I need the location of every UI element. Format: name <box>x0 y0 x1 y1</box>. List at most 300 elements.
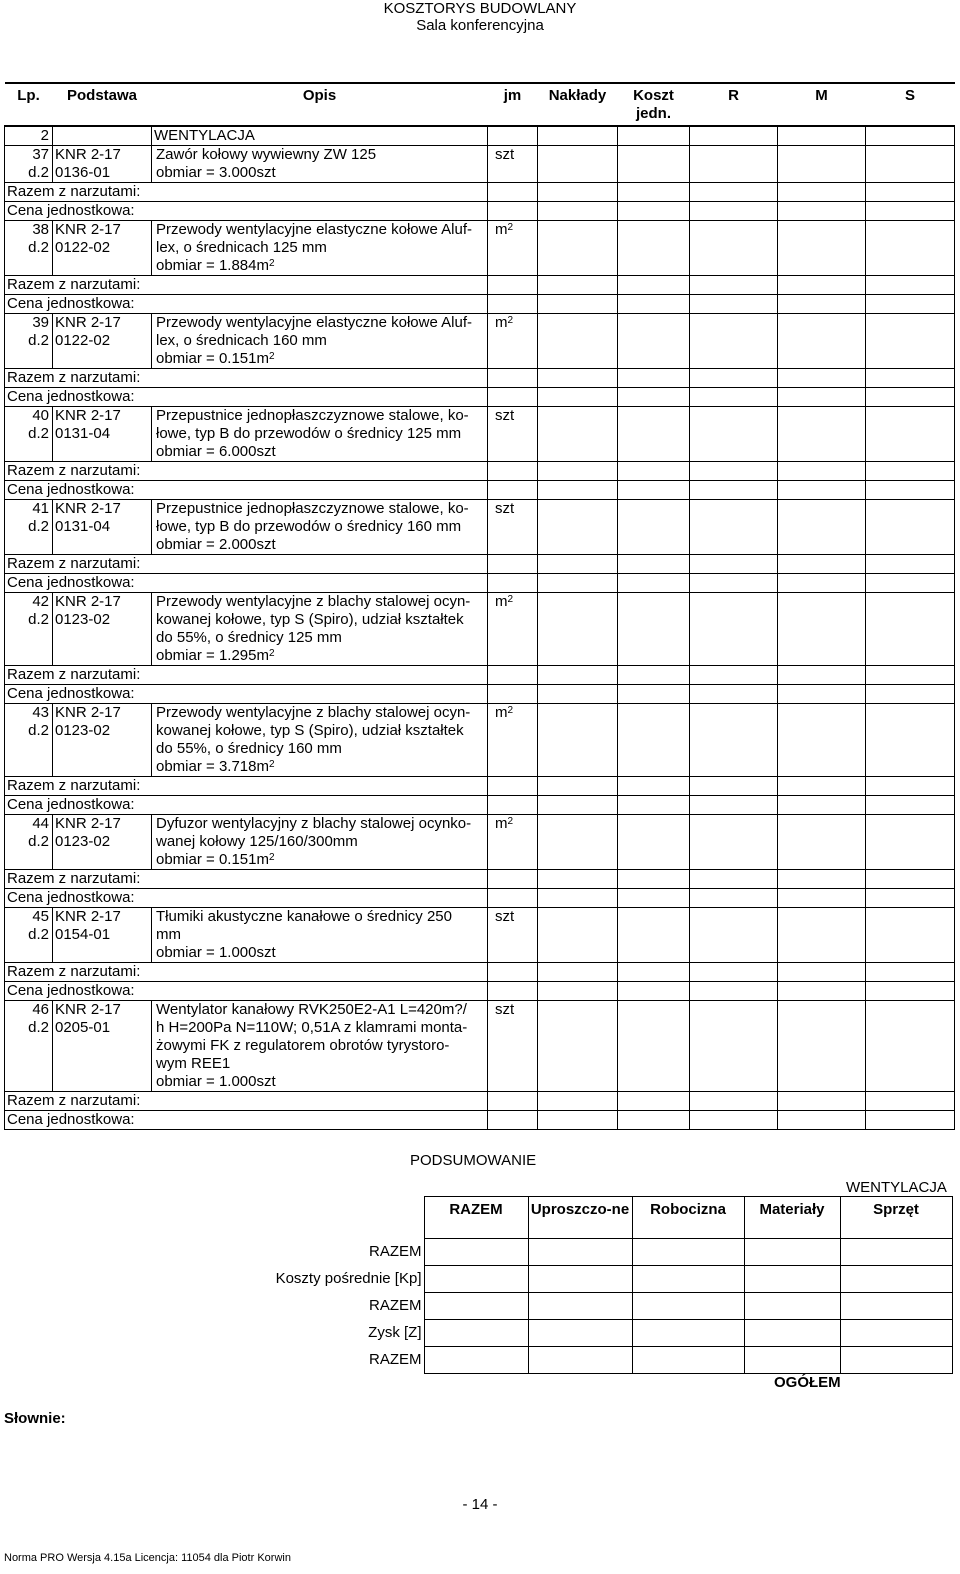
table-cell <box>618 889 690 908</box>
summary-cell <box>632 1347 744 1374</box>
razem-row <box>5 183 955 202</box>
table-cell <box>690 462 778 481</box>
table-cell <box>690 146 778 183</box>
desc-line: Przewody wentylacyjne z blachy stalowej ocyn- <box>156 593 471 610</box>
table-cell <box>778 407 866 462</box>
table-cell <box>618 815 690 870</box>
item-number: 44 d.2 <box>5 815 53 870</box>
table-cell <box>618 183 690 202</box>
col-opis: Opis <box>152 83 488 126</box>
table-cell <box>538 369 618 388</box>
summary-row-label: RAZEM <box>369 1243 422 1260</box>
summary-table <box>266 1196 953 1374</box>
table-cell <box>618 574 690 593</box>
table-cell <box>488 369 538 388</box>
table-cell <box>488 982 538 1001</box>
sum-col-razem: RAZEM <box>424 1197 528 1239</box>
table-cell <box>538 908 618 963</box>
table-cell <box>488 777 538 796</box>
table-cell <box>778 481 866 500</box>
table-cell <box>778 704 866 777</box>
cena-row <box>5 574 955 593</box>
cena-label: Cena jednostkowa: <box>5 481 488 500</box>
table-cell <box>538 704 618 777</box>
table-cell <box>690 889 778 908</box>
summary-row-label: Koszty pośrednie [Kp] <box>275 1270 422 1287</box>
item-base: KNR 2-17 0123-02 <box>53 815 152 870</box>
footer-license: Norma PRO Wersja 4.15a Licencja: 11054 dla Piotr Korwin <box>4 1552 291 1564</box>
table-cell <box>538 889 618 908</box>
table-cell <box>488 1092 538 1111</box>
table-cell <box>488 666 538 685</box>
table-cell <box>690 202 778 221</box>
table-cell <box>618 202 690 221</box>
table-cell <box>618 500 690 555</box>
table-cell <box>538 1001 618 1092</box>
item-unit: $m^2$ <box>488 704 538 777</box>
table-cell <box>538 295 618 314</box>
cena-row <box>5 295 955 314</box>
table-cell <box>778 796 866 815</box>
summary-cell <box>528 1347 632 1374</box>
table-cell <box>618 1111 690 1130</box>
desc-line: Wentylator kanałowy RVK250E2-A1 L=420m?/ <box>156 1001 467 1018</box>
table-cell <box>866 1092 955 1111</box>
table-cell <box>778 870 866 889</box>
table-cell <box>618 388 690 407</box>
item-description <box>152 704 488 777</box>
razem-label: Razem z narzutami: <box>5 666 488 685</box>
razem-label: Razem z narzutami: <box>5 462 488 481</box>
section-row <box>5 126 955 146</box>
col-r: R <box>690 83 778 126</box>
table-cell <box>538 314 618 369</box>
table-cell <box>618 295 690 314</box>
sum-col-robocizna: Robocizna <box>632 1197 744 1239</box>
table-cell <box>778 889 866 908</box>
desc-line: Dyfuzor wentylacyjny z blachy stalowej ocynko- <box>156 815 472 832</box>
summary-section: WENTYLACJA <box>846 1179 947 1196</box>
table-cell <box>778 555 866 574</box>
table-cell <box>778 183 866 202</box>
table-cell <box>488 126 538 146</box>
razem-row <box>5 666 955 685</box>
cena-label: Cena jednostkowa: <box>5 1111 488 1130</box>
sum-col-materialy: Materiały <box>744 1197 840 1239</box>
table-cell <box>778 1001 866 1092</box>
summary-cell <box>744 1347 840 1374</box>
summary-cell <box>424 1293 528 1320</box>
table-cell <box>866 777 955 796</box>
table-cell <box>690 481 778 500</box>
table-cell <box>778 221 866 276</box>
section-number: 2 <box>5 126 53 146</box>
desc-line: Przewody wentylacyjne elastyczne kołowe Aluf- <box>156 221 472 238</box>
razem-row <box>5 963 955 982</box>
desc-line: do 55%, o średnicy 160 mm <box>156 740 342 757</box>
table-cell <box>618 462 690 481</box>
table-cell <box>538 276 618 295</box>
table-cell <box>778 369 866 388</box>
razem-row <box>5 870 955 889</box>
item-quantity: obmiar = 1.000szt <box>156 1073 276 1090</box>
table-cell <box>866 685 955 704</box>
summary-cell <box>424 1239 528 1266</box>
table-row <box>5 1001 955 1092</box>
cena-row <box>5 202 955 221</box>
table-cell <box>866 146 955 183</box>
item-base: KNR 2-17 0136-01 <box>53 146 152 183</box>
cena-row <box>5 1111 955 1130</box>
table-cell <box>778 126 866 146</box>
item-number: 45 d.2 <box>5 908 53 963</box>
razem-row <box>5 1092 955 1111</box>
slownie-label: Słownie: <box>4 1410 66 1427</box>
table-cell <box>538 777 618 796</box>
table-row <box>5 221 955 276</box>
table-cell <box>866 982 955 1001</box>
table-cell <box>866 1001 955 1092</box>
table-cell <box>778 574 866 593</box>
table-cell <box>488 796 538 815</box>
table-cell <box>618 666 690 685</box>
table-row <box>5 593 955 666</box>
table-cell <box>866 183 955 202</box>
cena-row <box>5 889 955 908</box>
desc-line: Tłumiki akustyczne kanałowe o średnicy 250 <box>156 908 452 925</box>
table-cell <box>538 1092 618 1111</box>
table-cell <box>538 963 618 982</box>
table-cell <box>538 462 618 481</box>
item-quantity: obmiar = $0.151m^2$ <box>156 851 275 868</box>
table-cell <box>618 685 690 704</box>
summary-row <box>266 1347 952 1374</box>
table-cell <box>488 685 538 704</box>
table-cell <box>690 704 778 777</box>
table-cell <box>690 295 778 314</box>
table-cell <box>53 126 152 146</box>
table-cell <box>618 796 690 815</box>
item-quantity: obmiar = 2.000szt <box>156 536 276 553</box>
table-cell <box>866 870 955 889</box>
table-cell <box>618 369 690 388</box>
cena-row <box>5 388 955 407</box>
razem-row <box>5 777 955 796</box>
table-cell <box>690 870 778 889</box>
item-base: KNR 2-17 0123-02 <box>53 704 152 777</box>
table-cell <box>778 276 866 295</box>
item-number: 40 d.2 <box>5 407 53 462</box>
item-quantity: obmiar = $1.295m^2$ <box>156 647 275 664</box>
desc-line: wanej kołowy 125/160/300mm <box>156 833 358 850</box>
table-cell <box>488 295 538 314</box>
table-cell <box>488 388 538 407</box>
cena-label: Cena jednostkowa: <box>5 574 488 593</box>
cena-label: Cena jednostkowa: <box>5 202 488 221</box>
cena-label: Cena jednostkowa: <box>5 982 488 1001</box>
table-cell <box>866 407 955 462</box>
item-number: 39 d.2 <box>5 314 53 369</box>
table-cell <box>538 481 618 500</box>
table-row <box>5 407 955 462</box>
table-cell <box>488 870 538 889</box>
summary-cell <box>632 1293 744 1320</box>
table-cell <box>778 815 866 870</box>
table-cell <box>618 276 690 295</box>
table-cell <box>690 796 778 815</box>
cena-label: Cena jednostkowa: <box>5 685 488 704</box>
razem-row <box>5 276 955 295</box>
table-cell <box>690 1111 778 1130</box>
table-cell <box>488 462 538 481</box>
item-description <box>152 593 488 666</box>
table-cell <box>778 685 866 704</box>
desc-line: żowymi FK z regulatorem obrotów tyrystoro- <box>156 1037 450 1054</box>
table-cell <box>866 555 955 574</box>
table-cell <box>690 500 778 555</box>
table-cell <box>866 388 955 407</box>
sum-col-sprzet: Sprzęt <box>840 1197 952 1239</box>
table-cell <box>488 183 538 202</box>
table-cell <box>538 870 618 889</box>
desc-line: kowanej kołowe, typ S (Spiro), udział kształtek <box>156 611 464 628</box>
document-subtitle: Sala konferencyjna <box>416 17 544 34</box>
table-cell <box>618 555 690 574</box>
desc-line: lex, o średnicach 125 mm <box>156 239 327 256</box>
col-s: S <box>866 83 955 126</box>
razem-label: Razem z narzutami: <box>5 1092 488 1111</box>
table-cell <box>690 1001 778 1092</box>
summary-cell <box>744 1239 840 1266</box>
summary-cell <box>424 1347 528 1374</box>
summary-cell <box>840 1266 952 1293</box>
summary-row <box>266 1266 952 1293</box>
razem-label: Razem z narzutami: <box>5 555 488 574</box>
table-cell <box>690 369 778 388</box>
cena-label: Cena jednostkowa: <box>5 388 488 407</box>
sum-col-uproszczone: Uproszczo-ne <box>528 1197 632 1239</box>
item-quantity: obmiar = 3.000szt <box>156 164 276 181</box>
summary-row-label: RAZEM <box>369 1351 422 1368</box>
summary-row <box>266 1320 952 1347</box>
table-cell <box>538 685 618 704</box>
table-cell <box>618 982 690 1001</box>
item-unit: $m^2$ <box>488 815 538 870</box>
col-lp: Lp. <box>5 83 53 126</box>
table-cell <box>690 815 778 870</box>
col-naklady: Nakłady <box>538 83 618 126</box>
table-cell <box>618 481 690 500</box>
table-cell <box>618 1092 690 1111</box>
table-cell <box>866 202 955 221</box>
item-number: 37 d.2 <box>5 146 53 183</box>
table-cell <box>690 685 778 704</box>
razem-label: Razem z narzutami: <box>5 369 488 388</box>
table-cell <box>488 481 538 500</box>
table-cell <box>778 202 866 221</box>
table-row <box>5 314 955 369</box>
table-cell <box>488 1111 538 1130</box>
col-koszt: Koszt jedn. <box>618 83 690 126</box>
table-cell <box>618 146 690 183</box>
item-description <box>152 146 488 183</box>
table-cell <box>618 704 690 777</box>
item-base: KNR 2-17 0122-02 <box>53 314 152 369</box>
table-cell <box>538 221 618 276</box>
table-cell <box>618 908 690 963</box>
item-base: KNR 2-17 0205-01 <box>53 1001 152 1092</box>
table-row <box>5 704 955 777</box>
table-cell <box>866 815 955 870</box>
summary-cell <box>632 1320 744 1347</box>
item-base: KNR 2-17 0123-02 <box>53 593 152 666</box>
table-cell <box>538 1111 618 1130</box>
table-cell <box>690 221 778 276</box>
table-cell <box>778 908 866 963</box>
table-cell <box>488 574 538 593</box>
summary-cell <box>528 1293 632 1320</box>
razem-row <box>5 369 955 388</box>
item-unit: $m^2$ <box>488 221 538 276</box>
table-cell <box>866 369 955 388</box>
desc-line: łowe, typ B do przewodów o średnicy 125 mm <box>156 425 462 442</box>
desc-line: kowanej kołowe, typ S (Spiro), udział kształtek <box>156 722 464 739</box>
table-cell <box>866 221 955 276</box>
table-row <box>5 500 955 555</box>
summary-cell <box>528 1320 632 1347</box>
desc-line: Przepustnice jednopłaszczyznowe stalowe, ko- <box>156 500 469 517</box>
summary-cell <box>528 1266 632 1293</box>
table-cell <box>690 982 778 1001</box>
table-cell <box>866 963 955 982</box>
table-cell <box>618 963 690 982</box>
table-row <box>5 146 955 183</box>
section-title: WENTYLACJA <box>152 126 488 146</box>
desc-line: do 55%, o średnicy 125 mm <box>156 629 342 646</box>
table-cell <box>778 777 866 796</box>
table-cell <box>690 555 778 574</box>
item-unit: szt <box>488 500 538 555</box>
item-base: KNR 2-17 0131-04 <box>53 500 152 555</box>
cena-label: Cena jednostkowa: <box>5 796 488 815</box>
table-cell <box>690 593 778 666</box>
item-number: 41 d.2 <box>5 500 53 555</box>
desc-line: łowe, typ B do przewodów o średnicy 160 mm <box>156 518 462 535</box>
table-cell <box>538 555 618 574</box>
summary-total: OGÓŁEM <box>774 1374 841 1391</box>
table-cell <box>778 500 866 555</box>
summary-cell <box>840 1239 952 1266</box>
table-cell <box>538 388 618 407</box>
table-cell <box>538 593 618 666</box>
summary-cell <box>424 1320 528 1347</box>
cena-row <box>5 796 955 815</box>
table-cell <box>690 314 778 369</box>
item-description <box>152 500 488 555</box>
table-cell <box>778 593 866 666</box>
desc-line: lex, o średnicach 160 mm <box>156 332 327 349</box>
summary-row <box>266 1239 952 1266</box>
table-cell <box>618 593 690 666</box>
document-title: KOSZTORYS BUDOWLANY <box>383 0 577 17</box>
table-cell <box>488 276 538 295</box>
table-header <box>5 83 955 126</box>
item-number: 42 d.2 <box>5 593 53 666</box>
table-cell <box>866 295 955 314</box>
table-cell <box>866 276 955 295</box>
summary-cell <box>840 1293 952 1320</box>
item-description <box>152 407 488 462</box>
item-number: 43 d.2 <box>5 704 53 777</box>
table-cell <box>690 777 778 796</box>
item-unit: $m^2$ <box>488 593 538 666</box>
table-row <box>5 815 955 870</box>
table-cell <box>488 202 538 221</box>
table-cell <box>690 666 778 685</box>
table-cell <box>690 276 778 295</box>
summary-cell <box>528 1239 632 1266</box>
table-cell <box>778 666 866 685</box>
table-cell <box>618 1001 690 1092</box>
item-quantity: obmiar = 1.000szt <box>156 944 276 961</box>
table-cell <box>618 777 690 796</box>
table-cell <box>488 963 538 982</box>
desc-line: Zawór kołowy wywiewny ZW 125 <box>156 146 377 163</box>
table-cell <box>866 462 955 481</box>
desc-line: h H=200Pa N=110W; 0,51A z klamrami monta- <box>156 1019 468 1036</box>
item-description <box>152 908 488 963</box>
summary-row <box>266 1293 952 1320</box>
razem-label: Razem z narzutami: <box>5 276 488 295</box>
summary-row-label: Zysk [Z] <box>368 1324 422 1341</box>
item-description <box>152 1001 488 1092</box>
table-cell <box>690 908 778 963</box>
table-cell <box>866 704 955 777</box>
cena-label: Cena jednostkowa: <box>5 295 488 314</box>
summary-cell <box>840 1320 952 1347</box>
table-cell <box>538 202 618 221</box>
table-cell <box>488 555 538 574</box>
table-cell <box>866 126 955 146</box>
item-quantity: obmiar = $1.884m^2$ <box>156 257 275 274</box>
table-cell <box>690 183 778 202</box>
table-cell <box>778 388 866 407</box>
page-number: - 14 - <box>462 1496 498 1513</box>
summary-cell <box>424 1266 528 1293</box>
item-base: KNR 2-17 0131-04 <box>53 407 152 462</box>
item-unit: szt <box>488 146 538 183</box>
table-cell <box>690 1092 778 1111</box>
table-cell <box>866 908 955 963</box>
item-quantity: obmiar = $3.718m^2$ <box>156 758 275 775</box>
table-cell <box>618 126 690 146</box>
summary-cell <box>744 1293 840 1320</box>
table-cell <box>866 1111 955 1130</box>
razem-label: Razem z narzutami: <box>5 870 488 889</box>
table-cell <box>538 146 618 183</box>
table-cell <box>778 462 866 481</box>
table-cell <box>618 407 690 462</box>
table-cell <box>778 314 866 369</box>
cena-row <box>5 481 955 500</box>
item-unit: szt <box>488 1001 538 1092</box>
table-cell <box>538 815 618 870</box>
summary-cell <box>744 1266 840 1293</box>
item-quantity: obmiar = $0.151m^2$ <box>156 350 275 367</box>
desc-line: Przewody wentylacyjne elastyczne kołowe Aluf- <box>156 314 472 331</box>
summary-title: PODSUMOWANIE <box>410 1152 537 1169</box>
table-cell <box>690 388 778 407</box>
